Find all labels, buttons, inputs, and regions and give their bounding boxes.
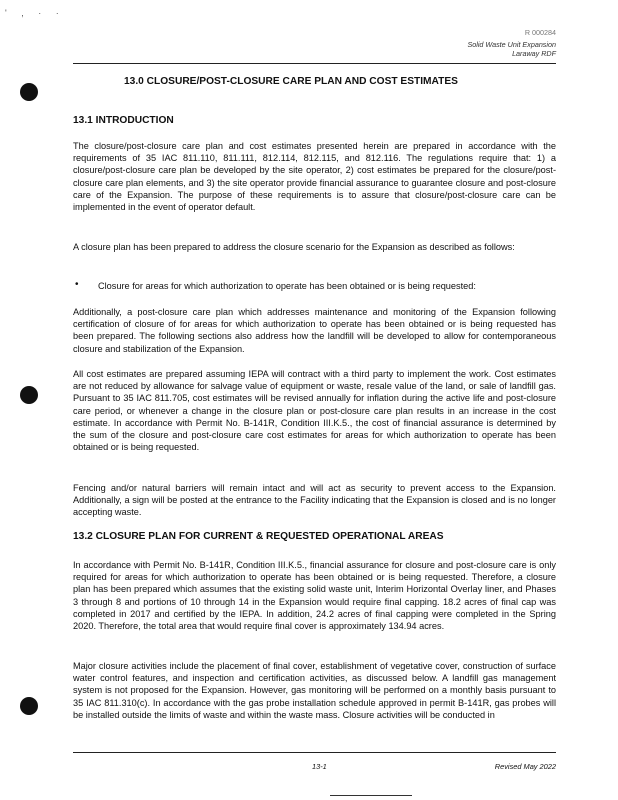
plan-heading: 13.2 CLOSURE PLAN FOR CURRENT & REQUESTED OPERATIONAL AREAS: [73, 531, 444, 542]
header-project: Solid Waste Unit Expansion: [467, 40, 556, 49]
binder-hole-middle: [20, 386, 38, 404]
bullet-marker: •: [75, 279, 79, 290]
revision-date: Revised May 2022: [494, 762, 556, 771]
plan-paragraph-1: In accordance with Permit No. B-141R, Condition III.K.5., financial assurance for closure and post-closure care is only required for areas for which authorization to operate has been obtained or is being requested. Therefore, a closure plan has been prepared which assumes that the existing solid waste unit, Interim Horizontal Overlay liner, and Phases 3 through 8 and portions of 10 through 14 in the Expansion would require final capping. 18.2 acres of final cap was completed in 2017 and certified by the IEPA. In addition, 24.2 acres of final capping were completed in the Spring 2020. Therefore, the total area that would require final cover is approximately 134.94 acres.: [73, 560, 556, 632]
section-title: 13.0 CLOSURE/POST-CLOSURE CARE PLAN AND COST ESTIMATES: [124, 76, 458, 87]
binder-hole-top: [20, 83, 38, 101]
document-id: R 000284: [524, 28, 556, 37]
scan-specks: ' , · ·: [5, 8, 65, 18]
intro-paragraph-3: Additionally, a post-closure care plan which addresses maintenance and monitoring of the Expansion following certification of closure of for areas for which authorization to operate has been obtained or is being requested has been prepared. The following sections also address how the landfill will be developed to allow for contemporaneous closure and stabilization of the Expansion.: [73, 307, 556, 354]
binder-hole-bottom: [20, 697, 38, 715]
header-owner: Laraway RDF: [512, 49, 556, 58]
intro-paragraph-5: Fencing and/or natural barriers will remain intact and will act as security to prevent access to the Expansion. Additionally, a sign will be posted at the entrance to the Facility indicating that the Expansion is closed and is no longer accepting waste.: [73, 483, 556, 518]
header-rule: [73, 63, 556, 64]
intro-paragraph-2: A closure plan has been prepared to address the closure scenario for the Expansion as described as follows:: [73, 242, 515, 252]
bullet-item: Closure for areas for which authorization to operate has been obtained or is being requested:: [98, 281, 476, 291]
intro-paragraph-4: All cost estimates are prepared assuming IEPA will contract with a third party to implement the work. Cost estimates are not reduced by allowance for salvage value of equipment or waste, resale value of the land, or sale of landfill gas. Pursuant to 35 IAC 811.705, cost estimates will be revised annually for inflation during the active life and post-closure care period, or whenever a change in the closure plan or post-closure care plan results in an increase in the cost estimate. In accordance with Permit No. B-141R, Condition III.K.5., the cost of financial assurance is determined by the sum of the closure and post-closure care cost estimates for areas for which authorization to operate has been obtained or is being requested.: [73, 369, 556, 453]
bottom-edge-mark: [330, 795, 412, 796]
intro-heading: 13.1 INTRODUCTION: [73, 115, 174, 126]
footer-rule: [73, 752, 556, 753]
page-number: 13-1: [312, 762, 327, 771]
intro-paragraph-1: The closure/post-closure care plan and cost estimates presented herein are prepared in accordance with the requirements of 35 IAC 811.110, 811.111, 812.114, 812.115, and 812.116. The regulations require that: 1) a closure/post-closure care plan be developed by the site operator, 2) cost estimates be prepared for the closure/post-closure care plan elements, and 3) the site operator provide financial assurance to guarantee closure and post-closure care of the Expansion. The purpose of these requirements is to assure that closure/post-closure care can be implemented in the event of operator default.: [73, 141, 556, 213]
plan-paragraph-2: Major closure activities include the placement of final cover, establishment of vegetative cover, construction of surface water control features, and inspection and certification activities, as discussed below. A landfill gas management system is not proposed for the Expansion. However, gas monitoring will be performed on a monthly basis pursuant to 35 IAC 811.310(c). In accordance with the gas probe installation schedule approved in permit B-141R, gas probes will be installed outside the limits of waste and within the waste mass. Closure activities will be conducted in: [73, 661, 556, 720]
